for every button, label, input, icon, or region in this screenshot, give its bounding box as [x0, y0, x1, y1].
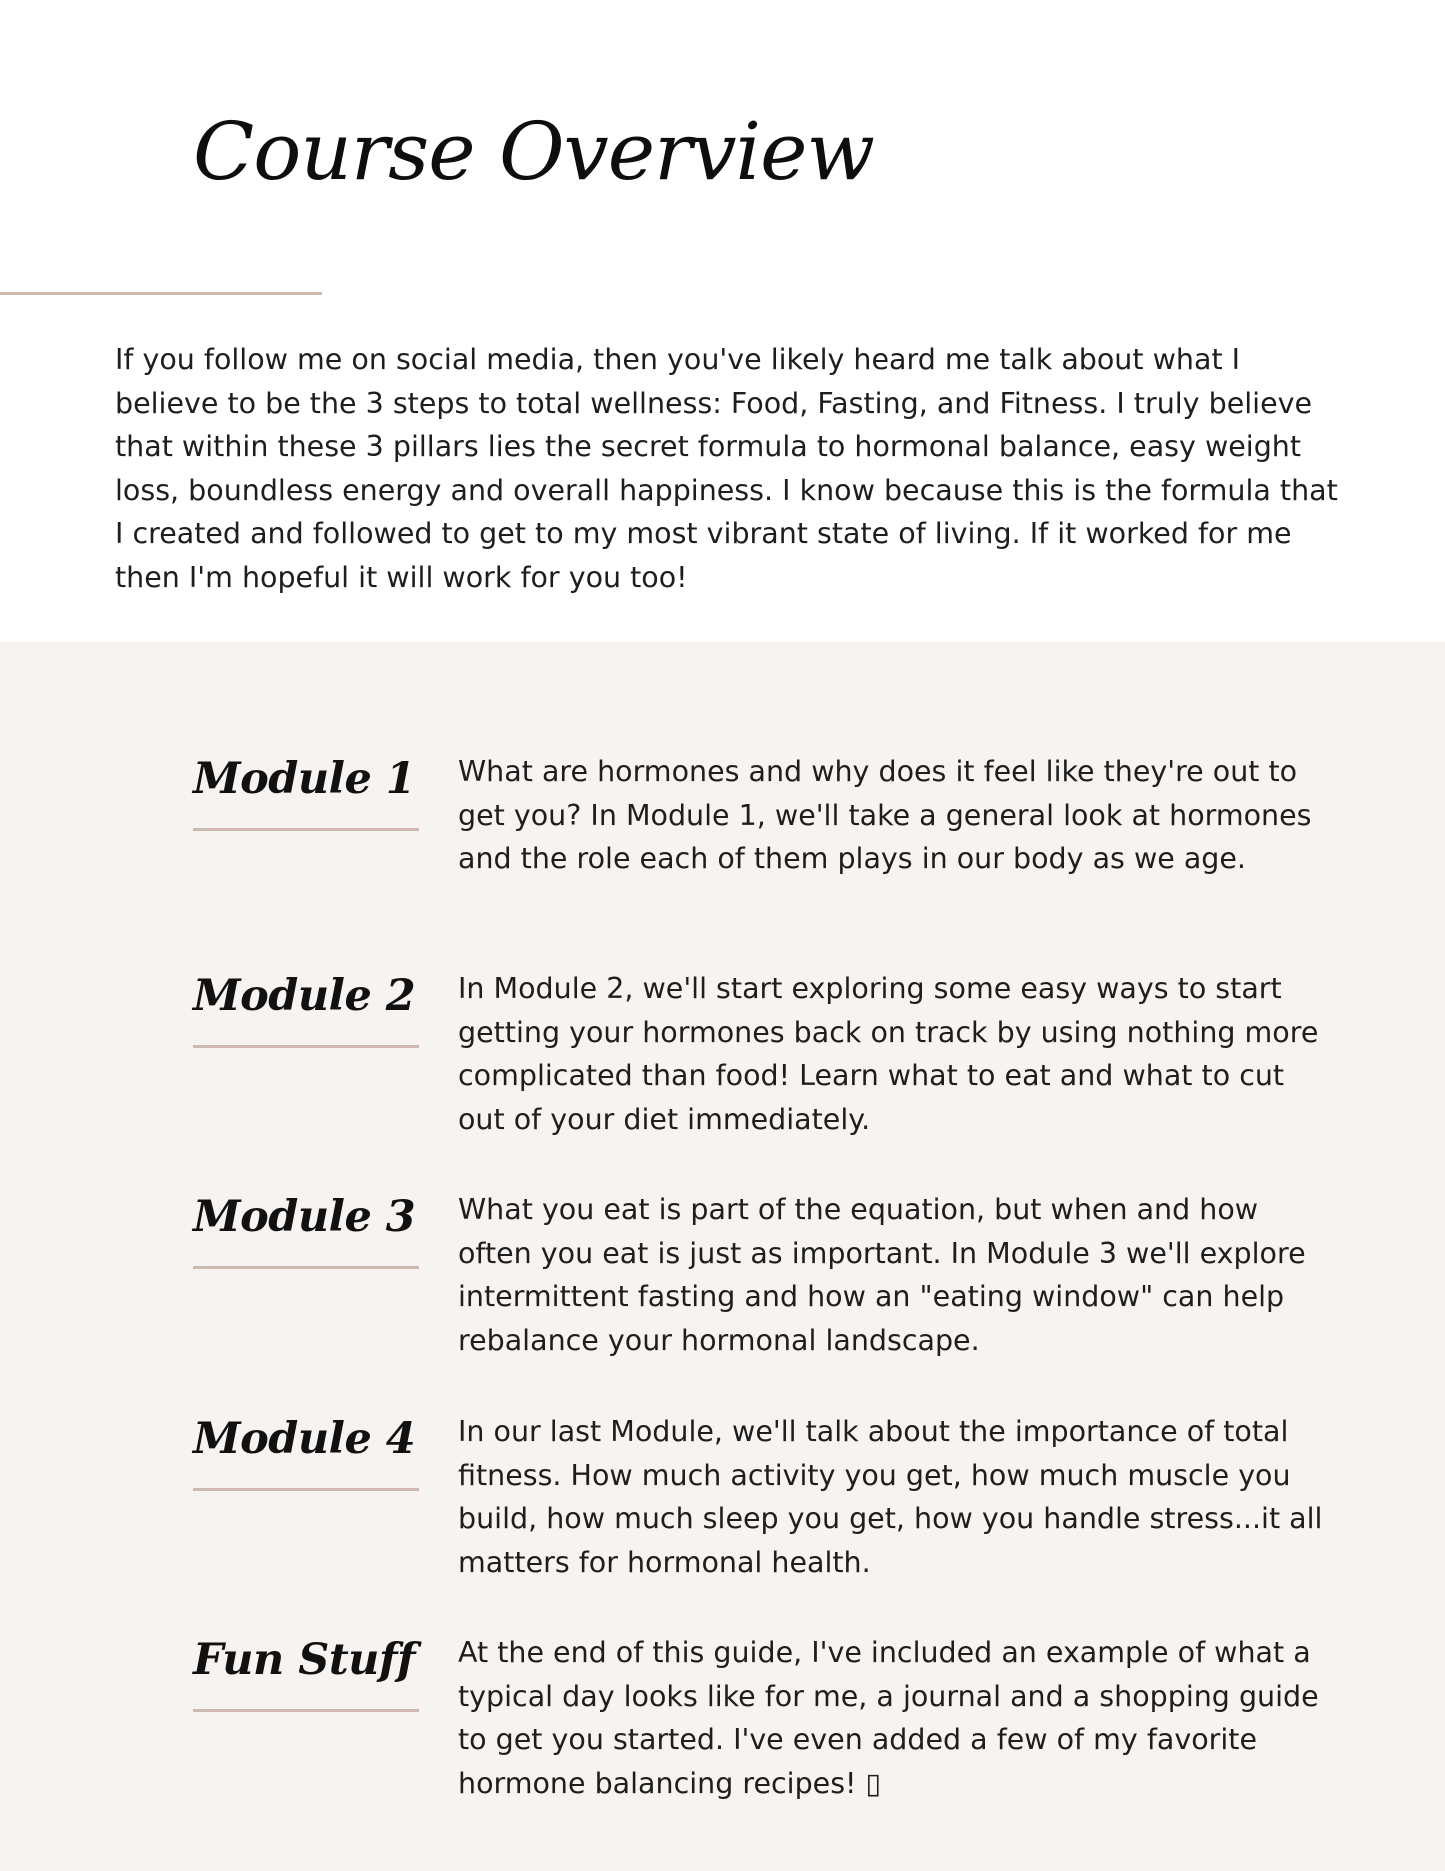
title-divider — [0, 292, 322, 295]
module-divider — [193, 828, 419, 831]
header-section — [0, 0, 1445, 642]
module-divider — [193, 1488, 419, 1491]
module-label: Module 3 — [193, 1192, 416, 1242]
module-description: What are hormones and why does it feel like they're out to get you? In Module 1, we'll take a general look at hormones and the role each of them plays in our body as we age. — [458, 755, 1312, 875]
modules-section — [0, 642, 1445, 1871]
module-divider — [193, 1266, 419, 1269]
module-divider — [193, 1045, 419, 1048]
module-description: In Module 2, we'll start exploring some easy ways to start getting your hormones back on track by using nothing more complicated than food! Learn what to eat and what to cut out of your diet immediately. — [458, 972, 1319, 1136]
module-description: In our last Module, we'll talk about the importance of total fitness. How much activity you get, how much muscle you build, how much sleep you get, how you handle stress...it all matters for hormonal health. — [458, 1415, 1323, 1579]
module-label: Module 4 — [193, 1414, 416, 1464]
page-title: Course Overview — [193, 105, 874, 198]
module-description: What you eat is part of the equation, but when and how often you eat is just as important. In Module 3 we'll explore intermittent fasting and how an "eating window" can help rebalance your hormonal landscape. — [458, 1193, 1306, 1357]
intro-paragraph: If you follow me on social media, then you've likely heard me talk about what I believe to be the 3 steps to total wellness: Food, Fasting, and Fitness. I truly believe that within these 3 pillars lies the secret formula to hormonal balance, easy weight loss, boundless energy and overall happiness. I know because this is the formula that I created and followed to get to my most vibrant state of living. If it worked for me then I'm hopeful it will work for you too! — [115, 343, 1338, 594]
module-divider — [193, 1709, 419, 1712]
module-label: Module 2 — [193, 971, 416, 1021]
module-description: At the end of this guide, I've included an example of what a typical day looks like for me, a journal and a shopping guide to get you started. I've even added a few of my favorite hormone balancing recipes! ▯ — [458, 1636, 1319, 1800]
module-label: Module 1 — [193, 754, 416, 804]
module-label: Fun Stuff — [193, 1635, 415, 1685]
